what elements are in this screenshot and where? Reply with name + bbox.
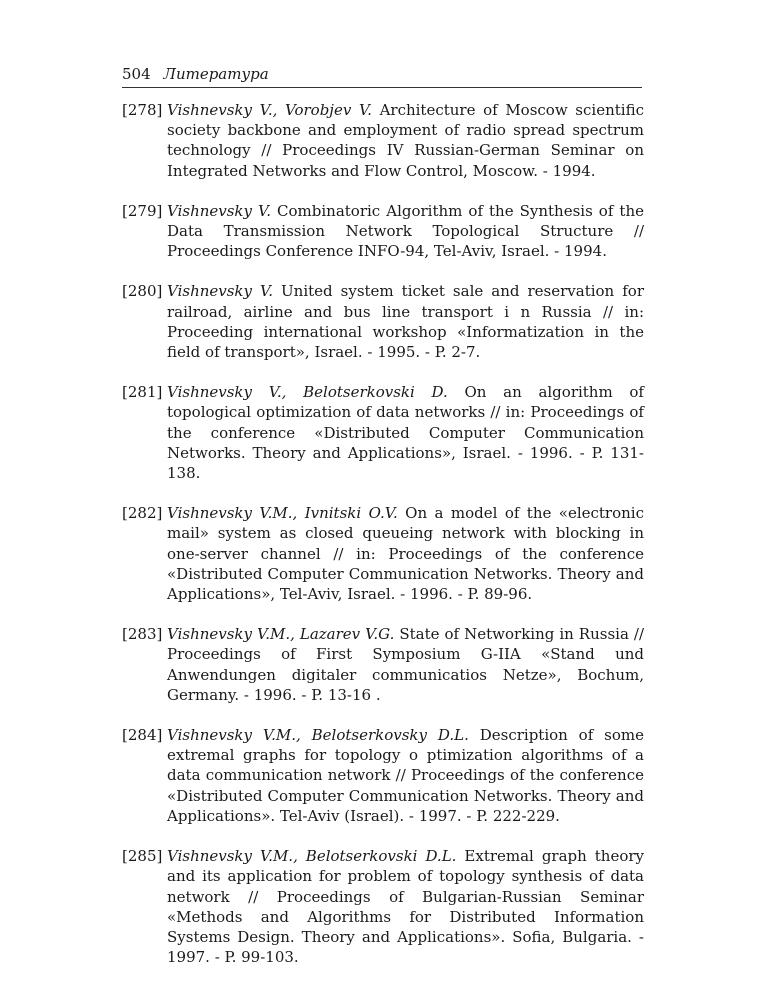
reference-entry [122, 846, 644, 967]
reference-entry [122, 201, 644, 262]
reference-authors: Vishnevsky V., Belotserkovski D. [167, 383, 448, 402]
reference-number: [280] [122, 282, 163, 301]
reference-number: [283] [122, 625, 163, 644]
running-header [122, 64, 642, 88]
reference-authors: Vishnevsky V. [167, 201, 272, 220]
reference-entry [122, 725, 644, 826]
reference-entry [122, 100, 644, 181]
reference-text: Description of some extremal graphs for topology o ptimization algorithms of a data communication network // Proceedings of the conference «Distributed Computer Communication Networks. Theory and Applications». Tel-Aviv (Israel). - 1997. - P. 222-229. [167, 726, 644, 825]
reference-authors: Vishnevsky V.M., Ivnitski O.V. [167, 504, 398, 523]
page-number: 504 [122, 65, 151, 83]
reference-authors: Vishnevsky V.M., Belotserkovsky D.L. [167, 726, 469, 745]
reference-number: [282] [122, 504, 163, 523]
reference-entry [122, 382, 644, 483]
reference-text: United system ticket sale and reservation for railroad, airline and bus line transport i n Russia // in: Proceeding international workshop «Informatization in the field of transport», Israel. - 1995. - P. 2-7. [167, 282, 644, 362]
reference-authors: Vishnevsky V., Vorobjev V. [167, 101, 372, 119]
reference-text: On a model of the «electronic mail» system as closed queueing network with blocking in one-server channel // in: Proceedings of the conference «Distributed Computer Communication Networks. Theory and Applications», Tel-Aviv, Israel. - 1996. - P. 89-96. [167, 504, 644, 604]
reference-list [122, 100, 644, 987]
reference-entry [122, 281, 644, 362]
reference-text: On an algorithm of topological optimization of data networks // in: Proceedings of the conference «Distributed Computer Communication Networks. Theory and Applications», Israel. - 1996. - P. 131-138. [167, 383, 644, 483]
reference-text: Combinatoric Algorithm of the Synthesis of the Data Transmission Network Topological Structure // Proceedings Conference INFO-94, Tel-Aviv, Israel. - 1994. [167, 201, 644, 261]
reference-text: Architecture of Moscow scientific society backbone and employment of radio spread spectrum technology // Proceedings IV Russian-German Seminar on Integrated Networks and Flow Control, Moscow. - 1994. [167, 101, 644, 180]
reference-number: [278] [122, 101, 163, 119]
section-title: Литература [163, 65, 269, 83]
reference-authors: Vishnevsky V.M., Lazarev V.G. [167, 625, 395, 644]
reference-authors: Vishnevsky V. [167, 282, 273, 301]
reference-entry [122, 503, 644, 604]
reference-number: [281] [122, 383, 163, 402]
reference-authors: Vishnevsky V.M., Belotserkovski D.L. [167, 847, 457, 866]
reference-number: [285] [122, 847, 163, 866]
reference-number: [284] [122, 726, 163, 745]
reference-text: State of Networking in Russia // Proceedings of First Symposium G-IIA «Stand und Anwendungen digitaler communicatios Netze», Bochum, Germany. - 1996. - P. 13-16 . [167, 625, 645, 704]
reference-text: Extremal graph theory and its application for problem of topology synthesis of data network // Proceedings of Bulgarian-Russian Seminar «Methods and Algorithms for Distributed Information Systems Design. Theory and Applications». Sofia, Bulgaria. - 1997. - P. 99-103. [167, 847, 644, 967]
reference-number: [279] [122, 201, 163, 220]
reference-entry [122, 624, 644, 705]
